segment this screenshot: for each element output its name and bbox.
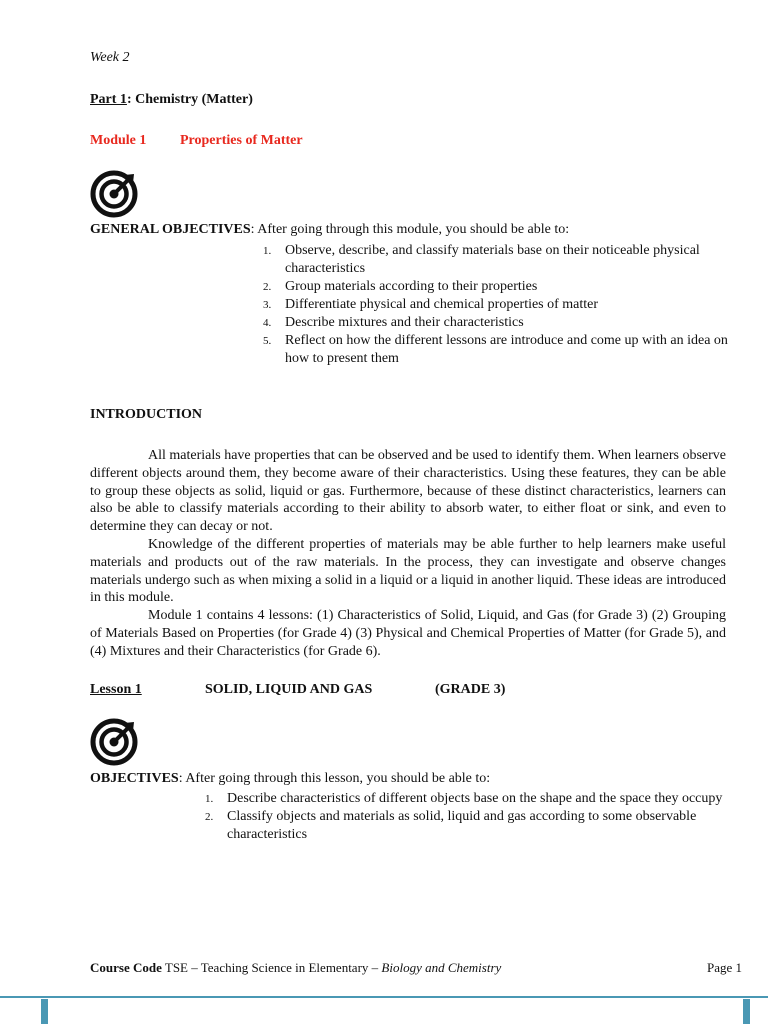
introduction-paragraph: All materials have properties that can be observed and be used to identify them. When learners observe different objects around them, they become aware of their characteristics. Using these features, they can be able to group these objects as solid, liquid or gas. Furthermore, because of these distinct characteristics, learners can also be able to classify materials according to their ability to absorb water, to either float or sink, and even to determine they can decay or not. bbox=[90, 448, 726, 535]
footer-code-label: Course Code bbox=[90, 960, 162, 975]
lesson-objectives-heading: OBJECTIVES bbox=[90, 771, 179, 786]
list-item: 4. Describe mixtures and their characteristics bbox=[263, 315, 524, 330]
general-objectives-heading: GENERAL OBJECTIVES bbox=[90, 222, 251, 237]
part-text: : Chemistry (Matter) bbox=[126, 92, 253, 107]
target-icon bbox=[90, 170, 138, 218]
part-heading bbox=[90, 91, 253, 109]
introduction-body bbox=[90, 447, 726, 661]
footer-accent-bar-left bbox=[41, 999, 48, 1024]
footer-page-number: Page 1 bbox=[706, 960, 742, 975]
week-label: Week 2 bbox=[90, 50, 130, 65]
footer-divider bbox=[0, 996, 768, 998]
list-item: 3. Differentiate physical and chemical properties of matter bbox=[263, 297, 599, 312]
list-item: 1. Describe characteristics of different objects base on the shape and the space they occupy bbox=[205, 791, 723, 806]
footer-course-code bbox=[90, 959, 501, 976]
introduction-heading: INTRODUCTION bbox=[90, 407, 203, 422]
general-objectives-line bbox=[90, 221, 569, 239]
footer-accent-bar-right bbox=[743, 999, 750, 1024]
part-label: Part 1 bbox=[90, 92, 127, 107]
general-objectives-lead: : After going through this module, you should be able to: bbox=[250, 222, 570, 237]
module-title: Properties of Matter bbox=[180, 133, 303, 148]
lesson-label: Lesson 1 bbox=[90, 682, 142, 697]
introduction-paragraph: Knowledge of the different properties of materials may be able further to help learners make useful materials and products out of the raw materials. In the process, they can investigate and observe changes materials undergo such as when mixing a solid in a liquid or a liquid in another liquid. These ideas are introduced in this module. bbox=[90, 536, 726, 606]
list-item: 2. Group materials according to their properties bbox=[263, 279, 538, 294]
lesson-title: SOLID, LIQUID AND GAS bbox=[205, 682, 373, 697]
list-item: 5. Reflect on how the different lessons are introduce and come up with an idea on how to present them bbox=[263, 333, 728, 366]
lesson-objectives-lead: : After going through this lesson, you should be able to: bbox=[178, 771, 491, 786]
lesson-objectives-list bbox=[205, 790, 737, 844]
list-item: 1. Observe, describe, and classify materials base on their noticeable physical characteristics bbox=[263, 243, 700, 276]
lesson-objectives-line bbox=[90, 770, 490, 788]
module-label: Module 1 bbox=[90, 133, 147, 148]
introduction-paragraph: Module 1 contains 4 lessons: (1) Characteristics of Solid, Liquid, and Gas (for Grade 3) (2) Grouping of Materials Based on Properties (for Grade 4) (3) Physical and Chemical Properties of Matter (for Grade 5), and (4) Mixtures and their Characteristics (for Grade 6). bbox=[90, 608, 726, 659]
lesson-grade: (GRADE 3) bbox=[435, 682, 506, 697]
footer-code-text: TSE – Teaching Science in Elementary – bbox=[161, 960, 382, 975]
footer-code-subject: Biology and Chemistry bbox=[381, 960, 502, 975]
list-item: 2. Classify objects and materials as solid, liquid and gas according to some observable characteristics bbox=[205, 809, 697, 842]
target-icon bbox=[90, 718, 138, 766]
general-objectives-list bbox=[263, 242, 735, 368]
